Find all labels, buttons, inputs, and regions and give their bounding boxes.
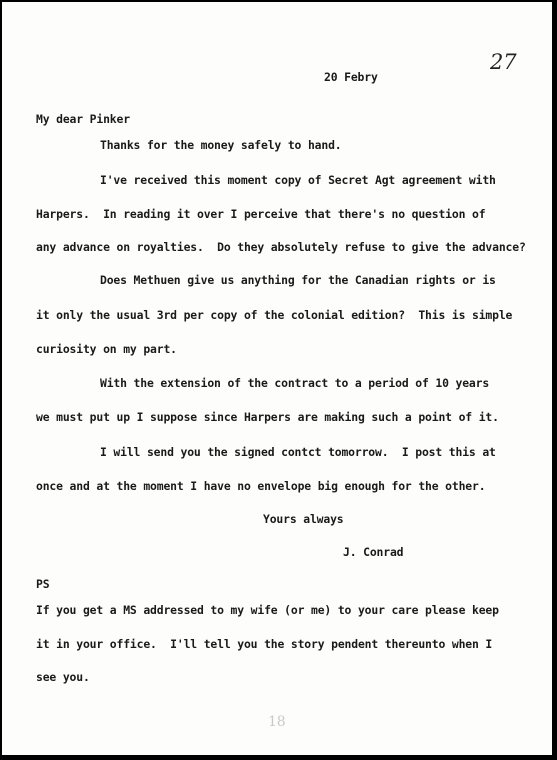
body-line: any advance on royalties. Do they absolutely refuse to give the advance?	[36, 240, 526, 254]
body-line: it only the usual 3rd per copy of the colonial edition? This is simple	[36, 308, 513, 322]
postscript-line: If you get a MS addressed to my wife (or me) to your care please keep	[36, 603, 499, 617]
body-line: I've received this moment copy of Secret Agt agreement with	[100, 173, 496, 187]
page-number: 27	[490, 50, 517, 74]
body-line: With the extension of the contract to a period of 10 years	[100, 376, 490, 390]
letter-page	[2, 2, 552, 755]
closing: Yours always	[263, 512, 344, 526]
body-line: Does Methuen give us anything for the Canadian rights or is	[100, 273, 496, 287]
body-line: once and at the moment I have no envelope big enough for the other.	[36, 479, 486, 493]
body-line: we must put up I suppose since Harpers are making such a point of it.	[36, 410, 499, 424]
letter-date: 20 Febry	[324, 70, 378, 84]
body-line: curiosity on my part.	[36, 342, 177, 356]
body-line: Thanks for the money safely to hand.	[100, 138, 342, 152]
postscript-line: see you.	[36, 670, 90, 684]
signature: J. Conrad	[343, 545, 404, 559]
postscript-line: it in your office. I'll tell you the story pendent thereunto when I	[36, 637, 493, 651]
body-line: Harpers. In reading it over I perceive that there's no question of	[36, 207, 486, 221]
body-line: I will send you the signed contct tomorrow. I post this at	[100, 445, 496, 459]
archive-mark: 18	[268, 714, 286, 730]
postscript-label: PS	[36, 577, 50, 591]
salutation: My dear Pinker	[36, 112, 130, 126]
